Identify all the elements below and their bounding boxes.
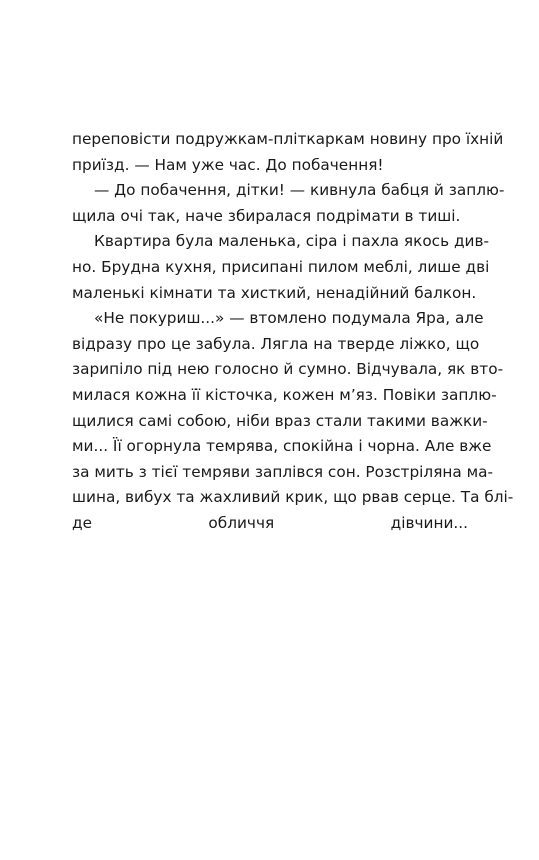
text-line: шина, вибух та жахливий крик, що рвав серце. Та блі- [72, 488, 514, 507]
text-line: маленькі кімнати та хисткий, ненадійний балкон. [72, 283, 477, 302]
text-line: милася кожна її кісточка, кожен м’яз. Повіки заплю- [72, 385, 497, 404]
paragraph-3 [72, 229, 490, 306]
text-line: Квартира була маленька, сіра і пахла якось див- [94, 232, 490, 251]
text-line: зарипіло під нею голосно й сумно. Відчувала, як вто- [72, 360, 504, 379]
text-line: ми... Її огорнула темрява, спокійна і чорна. Але вже [72, 437, 492, 456]
paragraph-1 [72, 127, 504, 178]
text-line: за мить з тієї темряви заплівся сон. Розстріляна ма- [72, 462, 494, 481]
text-line: щила очі так, наче збиралася подрімати в тиші. [72, 206, 461, 225]
body-text [72, 127, 514, 562]
text-line [72, 537, 468, 563]
text-line: відразу про це забула. Лягла на тверде ліжко, що [72, 334, 480, 353]
text-line: приїзд. — Нам уже час. До побачення! [72, 155, 384, 174]
text-line: де обличчя дівчини... [72, 513, 468, 532]
text-line: «Не покуриш...» — втомлено подумала Яра, але [94, 309, 484, 328]
paragraph-4 [72, 306, 514, 562]
text-line: щилися самі собою, ніби враз стали такими важки- [72, 411, 488, 430]
text-line: переповісти подружкам-пліткаркам новину про їхній [72, 130, 504, 148]
text-line: — До побачення, дітки! — кивнула бабця й заплю- [94, 181, 505, 200]
text-line: но. Брудна кухня, присипані пилом меблі, лише дві [72, 257, 490, 276]
paragraph-2 [72, 178, 505, 229]
